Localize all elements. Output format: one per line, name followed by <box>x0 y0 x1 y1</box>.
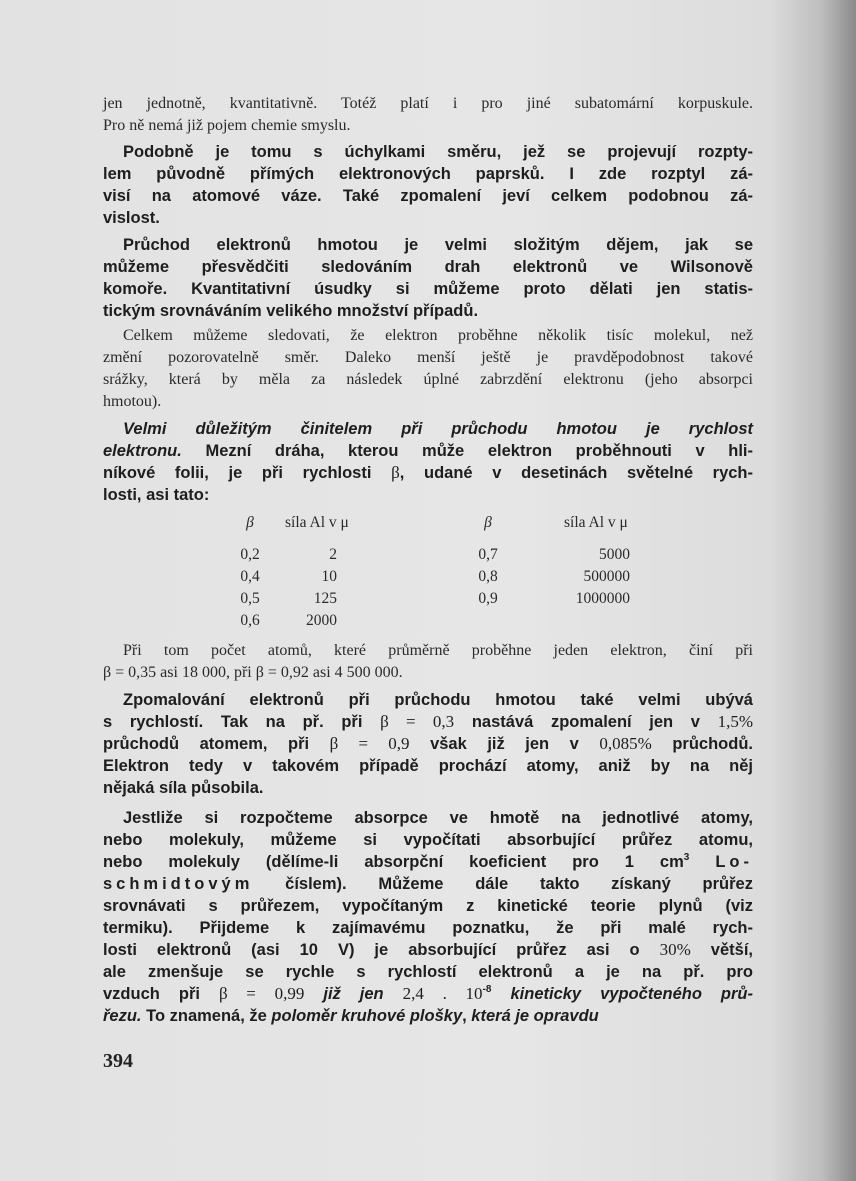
text-line <box>103 93 753 115</box>
text-run: srovnávati s průřezem, vypočítaným z kinetické teorie plynů (viz <box>103 897 753 915</box>
text-line <box>103 440 753 462</box>
text-line <box>103 829 753 851</box>
text-run: číslem). Můžeme dále takto získaný průřez <box>253 875 753 893</box>
table-header-thickness: síla Al v μ <box>285 514 349 531</box>
text-run: řezu. <box>103 1007 142 1025</box>
text-run: hmotou). <box>103 393 162 410</box>
table-cell: 0,9 <box>478 590 498 607</box>
paragraph <box>103 807 753 1027</box>
text-run: 2,4 . 10 <box>402 984 483 1003</box>
text-line <box>103 185 753 207</box>
table-header-thickness: síla Al v μ <box>564 514 628 531</box>
text-run: Elektron tedy v takovém případě prochází atomy, aniž by na něj <box>103 757 753 775</box>
table-cell: 2000 <box>306 612 337 629</box>
text-run: 30% <box>659 940 691 959</box>
text-run: β = 0,99 <box>218 984 305 1003</box>
text-line <box>103 418 753 440</box>
text-run: která je opravdu <box>471 1007 599 1025</box>
text-run: , <box>462 1007 472 1025</box>
text-run: 1,5% <box>717 712 754 731</box>
text-run: srážky, která by měla za následek úplné zabrzdění elektronu (jeho absorpci <box>103 371 753 388</box>
text-line <box>103 939 753 961</box>
text-line <box>103 369 753 391</box>
table-cell: 0,8 <box>478 568 498 585</box>
page-number: 394 <box>103 1050 133 1072</box>
text-run: vzduch při <box>103 985 219 1003</box>
text-line <box>103 278 753 300</box>
table-left-beta-column <box>230 512 270 632</box>
text-run: β <box>391 463 400 482</box>
text-run: β = 0,3 <box>380 712 455 731</box>
text-run: nějaká síla působila. <box>103 779 264 797</box>
table-cell: 0,7 <box>478 546 498 563</box>
text-run: Průchod elektronů hmotou je velmi složitým dějem, jak se <box>123 236 753 254</box>
text-line <box>103 462 753 484</box>
text-line <box>103 733 753 755</box>
text-line <box>103 662 753 684</box>
paragraph <box>103 689 753 799</box>
text-line <box>103 300 753 322</box>
text-run: nastává zpomalení jen v <box>454 713 718 731</box>
text-run <box>384 985 403 1003</box>
text-run: β = 0,9 <box>329 734 410 753</box>
table-cell: 125 <box>313 590 337 607</box>
text-line <box>103 777 753 799</box>
text-line <box>103 807 753 829</box>
text-run: komoře. Kvantitativní úsudky si můžeme proto dělati jen statis- <box>103 280 753 298</box>
text-run: -8 <box>482 984 492 995</box>
table-cell: 0,2 <box>240 546 260 563</box>
text-line <box>103 391 753 413</box>
text-run: 0,085% <box>599 734 652 753</box>
table-cell: 10 <box>321 568 337 585</box>
text-run: vislost. <box>103 209 160 227</box>
paragraph <box>103 234 753 322</box>
text-line <box>103 347 753 369</box>
table-right-value-column <box>560 512 660 610</box>
text-run: s rychlostí. Tak na př. při <box>103 713 381 731</box>
paragraph <box>103 141 753 229</box>
text-run: poloměr kruhové plošky <box>271 1007 463 1025</box>
text-run: již jen <box>323 985 384 1003</box>
table-header-beta: β <box>246 514 254 531</box>
table-cell: 0,5 <box>240 590 260 607</box>
paragraph <box>103 325 753 413</box>
text-line <box>103 851 753 873</box>
text-line <box>103 917 753 939</box>
text-run: průchodů. <box>651 735 753 753</box>
text-run: průchodů atomem, při <box>103 735 330 753</box>
text-line <box>103 163 753 185</box>
paragraph <box>103 418 753 506</box>
text-run: termiku). Přijdeme k zajímavému poznatku, že při malé rych- <box>103 919 753 937</box>
text-run: níkové folii, je při rychlosti <box>103 464 392 482</box>
table-header-beta: β <box>484 514 492 531</box>
text-run: větší, <box>690 941 753 959</box>
text-run: Při tom počet atomů, které průměrně proběhne jeden elektron, činí při <box>123 642 753 659</box>
text-line <box>103 1005 753 1027</box>
text-run: změní pozorovatelně směr. Daleko menší ještě je pravděpodobnost takové <box>103 349 753 366</box>
text-run: β = 0,35 asi 18 000, při β = 0,92 asi 4 500 000. <box>103 664 403 681</box>
table-left-value-column <box>275 512 365 632</box>
table-cell: 0,6 <box>240 612 260 629</box>
text-run: elektronu. <box>103 442 182 460</box>
text-line <box>103 207 753 229</box>
text-run: schmidtovým <box>103 875 254 893</box>
text-run: však již jen v <box>409 735 600 753</box>
text-run: losti elektronů (asi 10 V) je absorbující průřez asi o <box>103 941 660 959</box>
text-run: lem původně přímých elektronových paprsků. I zde rozptyl zá- <box>103 165 753 183</box>
text-line <box>103 640 753 662</box>
text-run: 3 <box>683 852 690 863</box>
text-line <box>103 895 753 917</box>
paragraph <box>103 93 753 137</box>
text-run: Mezní dráha, kterou může elektron proběhnouti v hli- <box>181 442 753 460</box>
text-run: jen jednotně, kvantitativně. Totéž platí i pro jiné subatomární korpuskule. <box>103 95 753 112</box>
text-line <box>103 141 753 163</box>
text-line <box>103 256 753 278</box>
table-right-beta-column <box>468 512 508 610</box>
text-run: nebo molekuly (dělíme-li absorpční koeficient pro 1 cm <box>103 853 684 871</box>
text-line <box>103 711 753 733</box>
text-run: můžeme přesvědčiti sledováním drah elektronů ve Wilsonově <box>103 258 753 276</box>
text-run: Podobně je tomu s úchylkami směru, jež se projevují rozpty- <box>123 143 753 161</box>
text-line <box>103 961 753 983</box>
text-run: nebo molekuly, můžeme si vypočítati absorbující průřez atomu, <box>103 831 753 849</box>
text-run <box>491 985 510 1003</box>
table-cell: 500000 <box>583 568 630 585</box>
text-run: kineticky vypočteného prů- <box>510 985 753 1003</box>
text-run: Celkem můžeme sledovati, že elektron proběhne několik tisíc molekul, než <box>123 327 753 344</box>
text-line <box>103 755 753 777</box>
text-line <box>103 689 753 711</box>
text-run: To znamená, že <box>141 1007 272 1025</box>
text-line <box>103 484 753 506</box>
text-run <box>304 985 323 1003</box>
text-run: Zpomalování elektronů při průchodu hmotou také velmi ubývá <box>123 691 753 709</box>
text-run: visí na atomové váze. Také zpomalení jeví celkem podobnou zá- <box>103 187 753 205</box>
table-cell: 1000000 <box>575 590 630 607</box>
text-run: Velmi důležitým činitelem při průchodu hmotou je rychlost <box>123 420 753 438</box>
text-run: , udané v desetinách světelné rych- <box>399 464 753 482</box>
text-line <box>103 115 753 137</box>
text-line <box>103 234 753 256</box>
text-run: Lo- <box>715 853 753 871</box>
paragraph <box>103 640 753 684</box>
table-cell: 2 <box>329 546 337 563</box>
text-run: Pro ně nemá již pojem chemie smyslu. <box>103 117 351 134</box>
text-run: tickým srovnáváním velikého množství případů. <box>103 302 479 320</box>
table-cell: 0,4 <box>240 568 260 585</box>
text-run <box>689 853 715 871</box>
text-line <box>103 325 753 347</box>
table-cell: 5000 <box>599 546 630 563</box>
text-line <box>103 983 753 1005</box>
text-run: ale zmenšuje se rychle s rychlostí elektronů a je na př. pro <box>103 963 753 981</box>
text-run: Jestliže si rozpočteme absorpce ve hmotě na jednotlivé atomy, <box>123 809 753 827</box>
text-run: losti, asi tato: <box>103 486 210 504</box>
text-line <box>103 873 753 895</box>
